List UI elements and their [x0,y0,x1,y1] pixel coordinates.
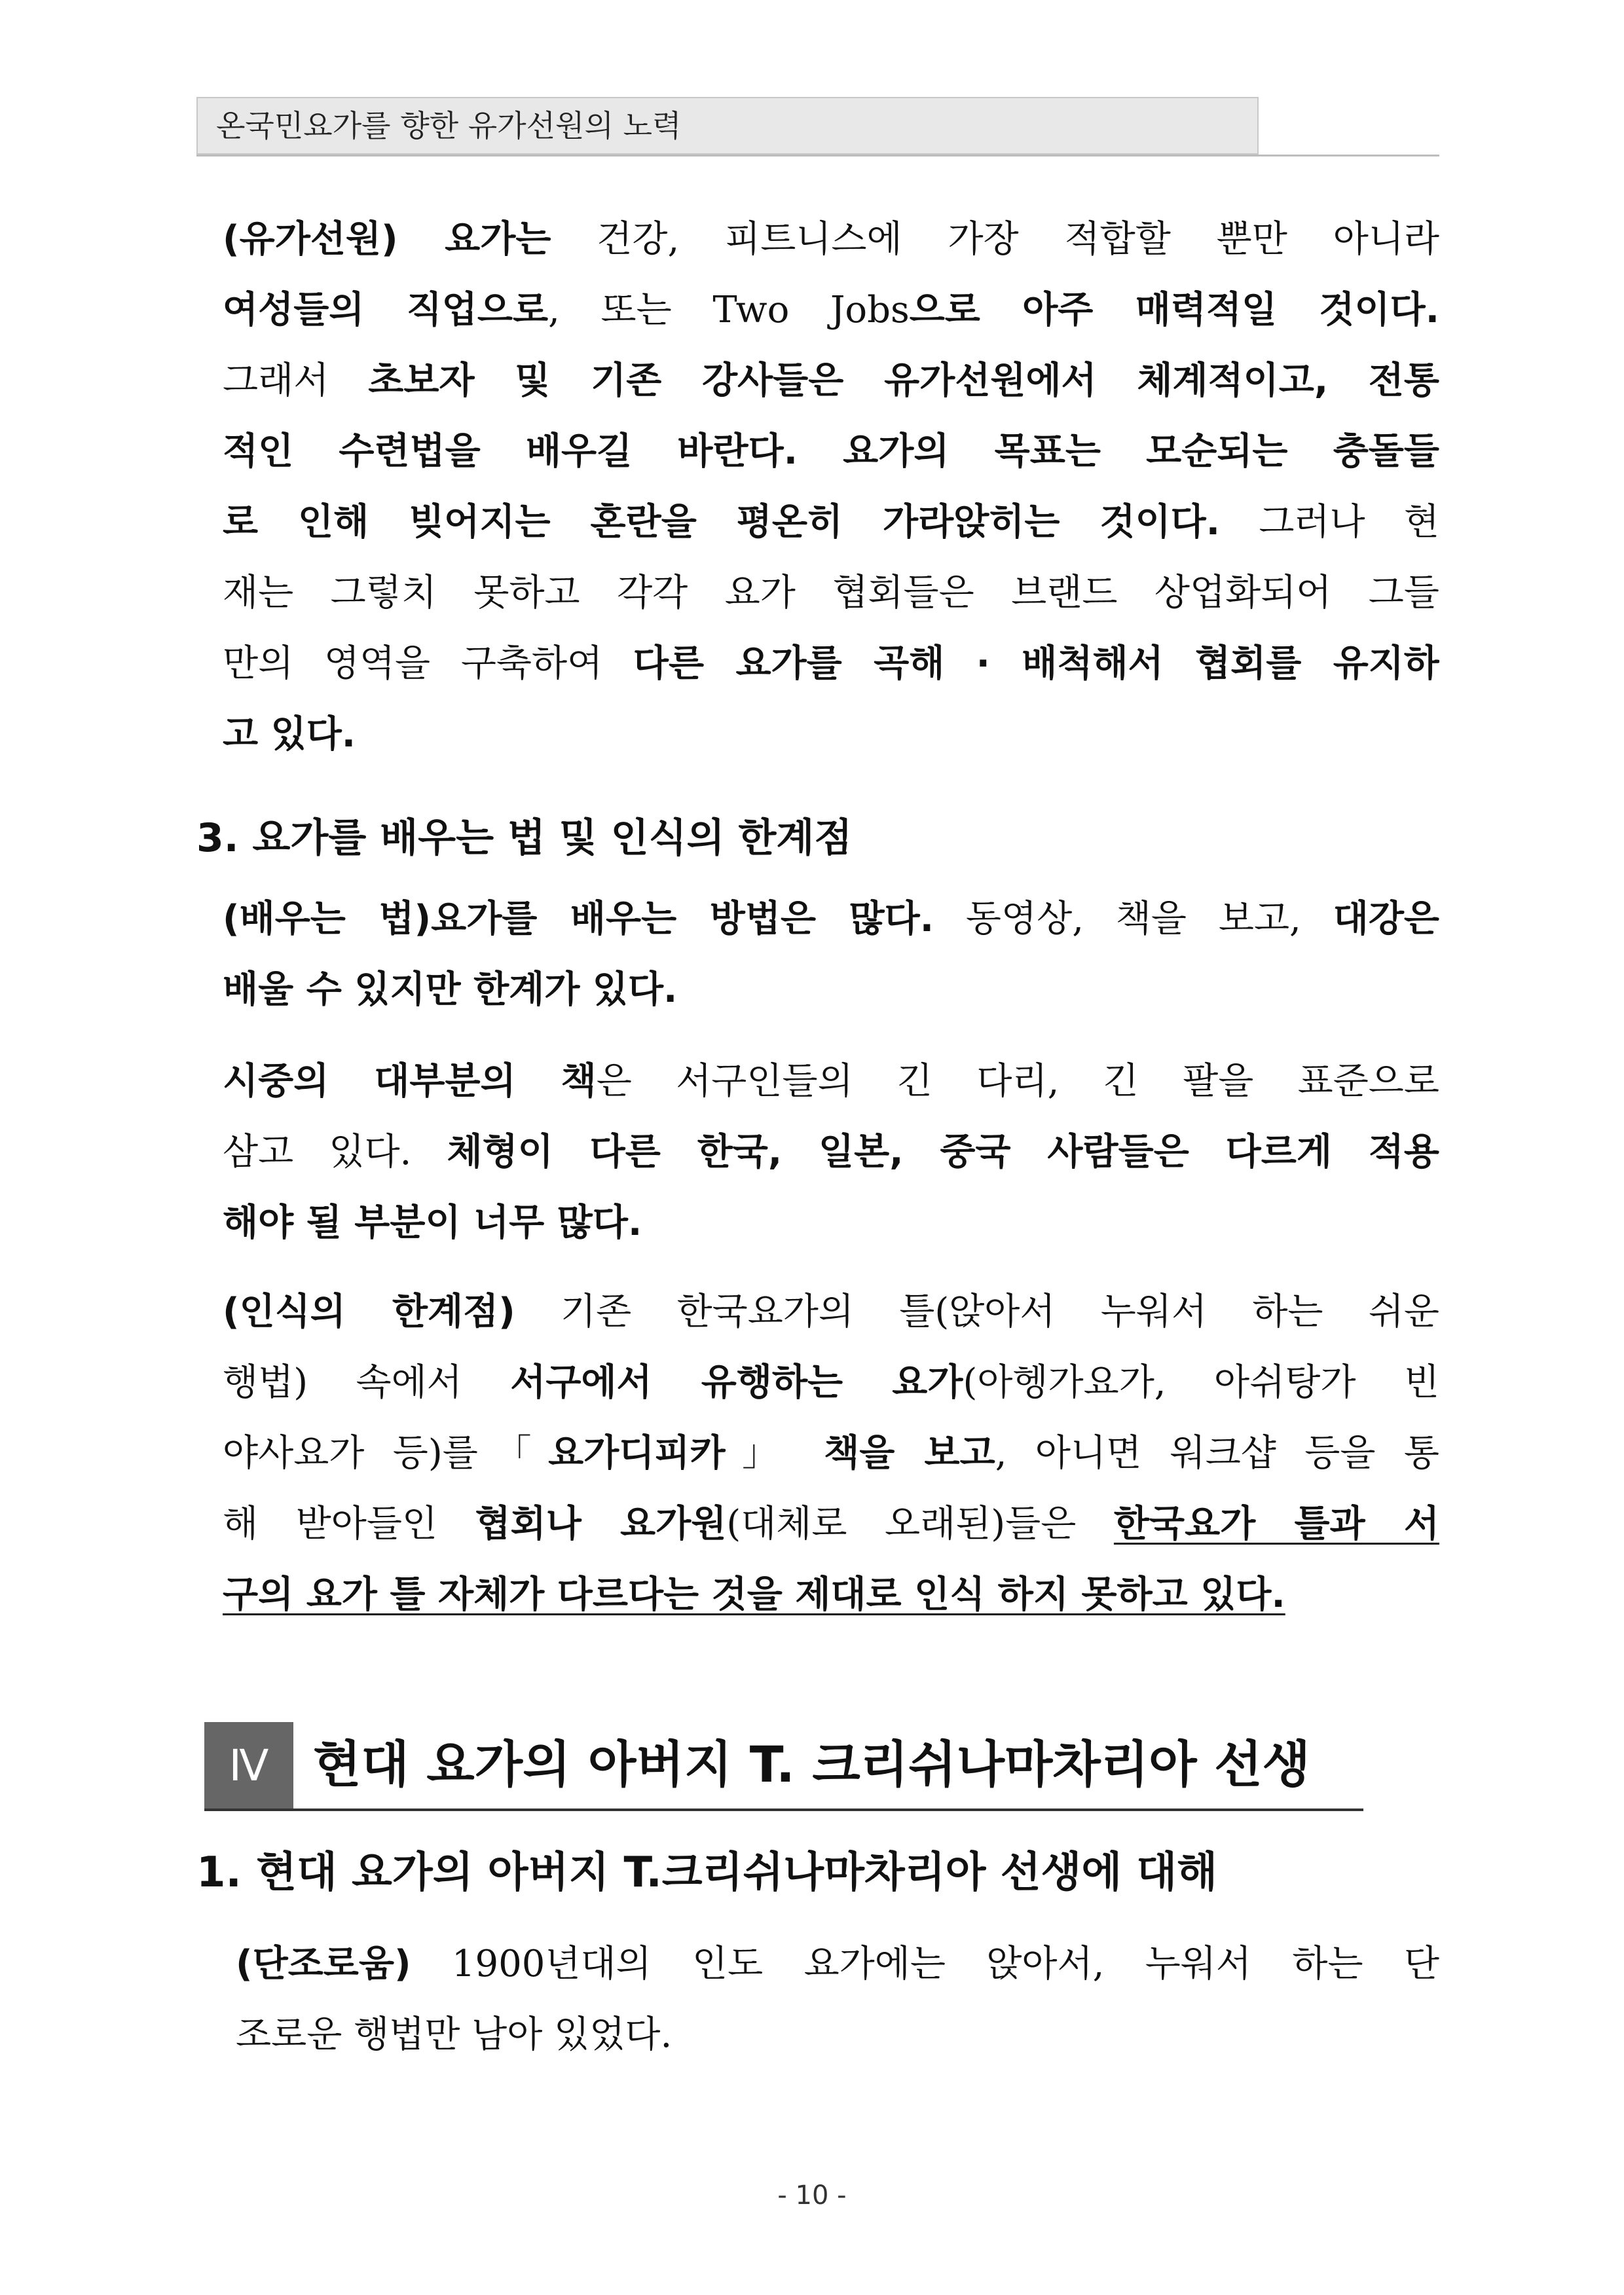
text-run: , 아니면 워크샵 등을 통 [995,1432,1439,1475]
text-run: 고 있다. [223,713,356,756]
text-line [223,1560,1439,1630]
text-run: (아헹가요가, 아쉬탕가 빈 [963,1361,1439,1404]
text-line [223,1348,1439,1418]
text-line [223,416,1439,487]
text-line [223,699,1439,770]
text-run: 건강, 피트니스에 가장 적합할 뿐만 아니라 [551,218,1439,261]
text-line [223,1046,1439,1117]
text-run: 행법) 속에서 [223,1361,511,1404]
text-line [236,1929,1439,2000]
text-run: 으로 아주 매력적일 것이다. [909,289,1439,331]
text-run: Two Jobs [712,289,910,331]
text-run: 초보자 및 기존 강사들은 유가선원에서 체계적이고, 전통 [368,359,1439,402]
text-run: 로 인해 빚어지는 혼란을 평온히 가라앉히는 것이다. [223,501,1221,543]
running-header-title: 온국민요가를 향한 유가선원의 노력 [216,108,682,143]
text-run: 책을 보고 [824,1432,995,1475]
paragraph-5 [236,1929,1439,2070]
paragraph-4 [223,1277,1439,1630]
text-line [223,955,1439,1025]
text-line [223,204,1439,275]
text-line [223,1418,1439,1489]
text-run: (단조로움) [236,1943,411,1985]
text-line [223,1489,1439,1560]
text-run: 그래서 [223,359,369,402]
text-run: 재는 그렇치 못하고 각각 요가 협회들은 브랜드 상업화되어 그들 [223,572,1439,614]
text-run: 배울 수 있지만 한계가 있다. [223,968,678,1011]
text-run: 만의 영역을 구축하여 [223,642,633,685]
text-line [236,2000,1439,2070]
text-run: 한국요가 틀과 서 [1113,1503,1439,1545]
text-line [223,884,1439,955]
text-run: (인식의 한계점) [223,1291,515,1333]
page-number: - 10 - [777,2180,847,2211]
text-line [223,1277,1439,1348]
text-run: , 또는 [548,289,713,331]
text-line [223,275,1439,346]
text-run: 해 받아들인 [223,1503,475,1545]
text-run: (유가선원) 요가는 [223,218,551,261]
text-run: 여성들의 직업으로 [223,289,549,331]
text-run: (대체로 오래된)들은 [726,1503,1114,1545]
text-run: 서구에서 유행하는 요가 [510,1361,963,1404]
text-line [223,558,1439,629]
text-run: 대강은 [1333,898,1439,940]
text-line [223,1117,1439,1188]
text-line [223,629,1439,699]
text-run: 삼고 있다. [223,1131,447,1173]
text-run: 그러나 현 [1220,501,1439,543]
paragraph-2 [223,884,1439,1025]
text-run: 체형이 다른 한국, 일본, 중국 사람들은 다르게 적용 [447,1131,1439,1173]
text-run: 야사요가 등)를「 [223,1432,549,1475]
section-1-heading: 1. 현대 요가의 아버지 T.크리쉬나마차리아 선생에 대해 [196,1848,1218,1897]
text-run: 시중의 대부분의 책 [223,1060,597,1103]
text-run: 요가디피카 [548,1432,726,1475]
text-run: 기존 한국요가의 틀(앉아서 누워서 하는 쉬운 [515,1291,1439,1333]
chapter-underline [204,1808,1363,1811]
text-line [223,487,1439,558]
text-run: 」 [725,1432,824,1475]
chapter-number-box: Ⅳ [204,1722,293,1810]
text-run: 협회나 요가원 [475,1503,727,1545]
text-run: 해야 될 부분이 너무 많다. [223,1202,642,1244]
text-run: 조로운 행법만 남아 있었다. [236,2013,673,2056]
text-run: 동영상, 책을 보고, [934,898,1333,940]
chapter-title: 현대 요가의 아버지 T. 크리쉬나마차리아 선생 [313,1735,1310,1793]
text-run: (배우는 법)요가를 배우는 방법은 많다. [223,898,934,940]
text-run: 구의 요가 틀 자체가 다르다는 것을 제대로 인식 하지 못하고 있다. [223,1573,1285,1616]
text-run: 적인 수련법을 배우길 바란다. 요가의 목표는 모순되는 충돌들 [223,430,1439,473]
text-line [223,346,1439,416]
text-line [223,1188,1439,1258]
header-rule [196,155,1439,156]
text-run: 은 서구인들의 긴 다리, 긴 팔을 표준으로 [596,1060,1439,1103]
paragraph-1 [223,204,1439,770]
section-3-heading: 3. 요가를 배우는 법 및 인식의 한계점 [196,815,853,861]
text-run: 1900년대의 인도 요가에는 앉아서, 누워서 하는 단 [411,1943,1439,1985]
text-run: 다른 요가를 곡해 · 배척해서 협회를 유지하 [633,642,1439,685]
paragraph-3 [223,1046,1439,1258]
